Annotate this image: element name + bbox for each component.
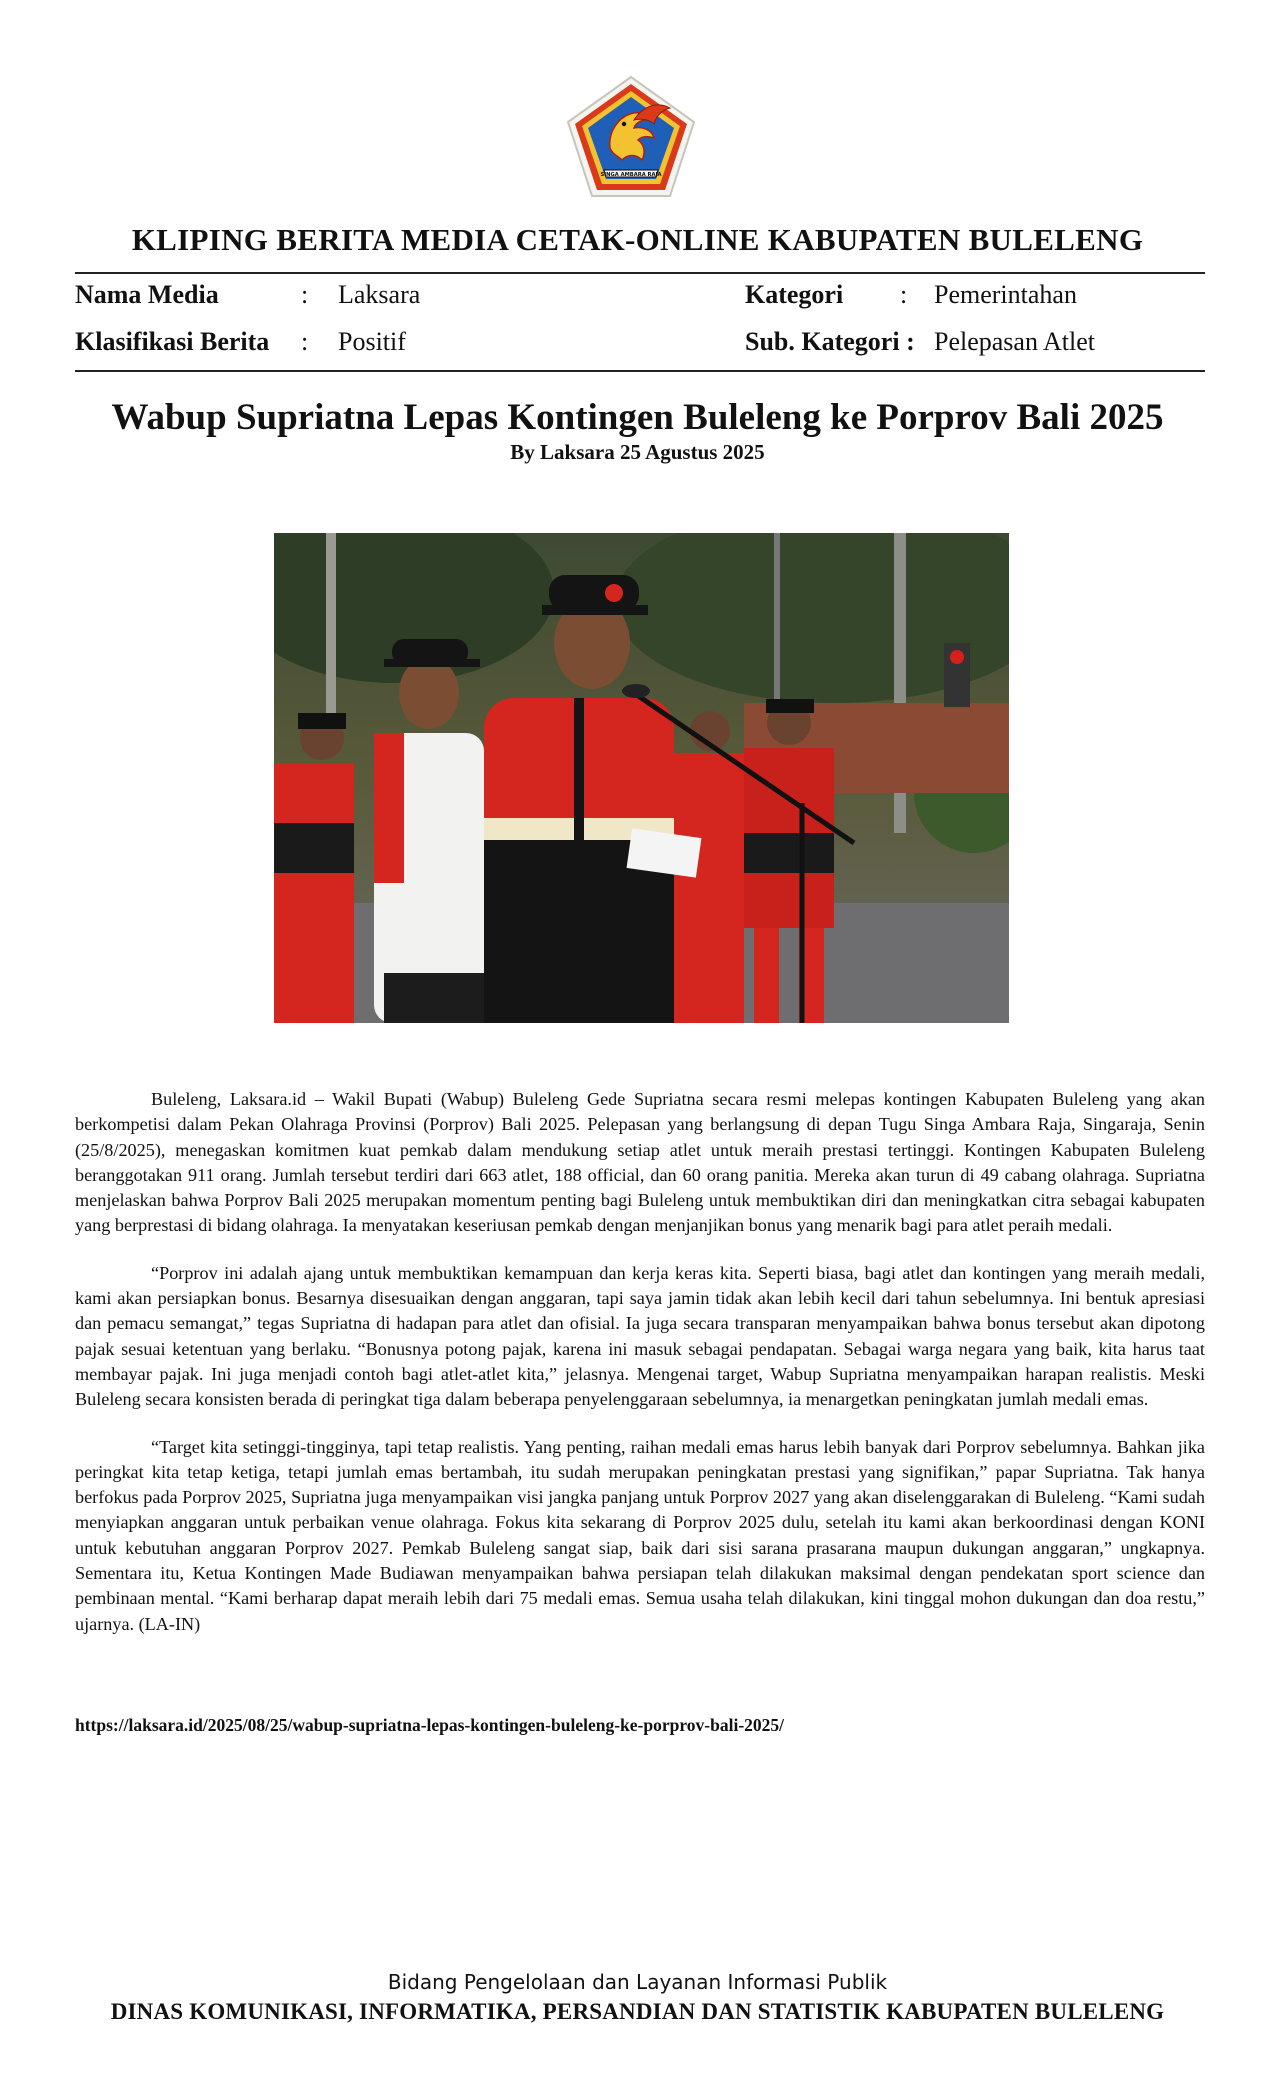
nama-media-label: Nama Media bbox=[75, 280, 219, 309]
kategori-colon: : bbox=[900, 280, 908, 309]
news-photo bbox=[274, 533, 1009, 1023]
klasifikasi-label: Klasifikasi Berita bbox=[75, 327, 270, 356]
buleleng-emblem-logo bbox=[564, 74, 698, 200]
article-paragraph-1: Buleleng, Laksara.id – Wakil Bupati (Wabup) Buleleng Gede Supriatna secara resmi melepas kontingen Kabupaten Buleleng yang akan berkompetisi dalam Pekan Olahraga Provinsi (Porprov) Bali 2025. Pelepasan yang berlangsung di depan Tugu Singa Ambara Raja, Singaraja, Senin (25/8/2025), menegaskan komitmen kuat pemkab dalam mendukung setiap atlet untuk meraih prestasi tertinggi. Kontingen Kabupaten Buleleng beranggotakan 911 orang. Jumlah tersebut terdiri dari 663 atlet, 188 official, dan 60 orang panitia. Mereka akan turun di 49 cabang olahraga. Supriatna menjelaskan bahwa Porprov Bali 2025 merupakan momentum penting bagi Buleleng untuk membuktikan diri dan meningkatkan citra sebagai kabupaten yang berprestasi di bidang olahraga. Ia menyatakan keseriusan pemkab dengan menjanjikan bonus yang menarik bagi para atlet peraih medali. bbox=[75, 1089, 1205, 1236]
sub-kategori-value: Pelepasan Atlet bbox=[934, 327, 1096, 356]
nama-media-value: Laksara bbox=[338, 280, 421, 309]
source-url-link[interactable]: https://laksara.id/2025/08/25/wabup-supriatna-lepas-kontingen-buleleng-ke-porprov-bali-2025/ bbox=[75, 1715, 785, 1735]
sub-kategori-label: Sub. Kategori : bbox=[745, 327, 915, 356]
top-divider bbox=[75, 272, 1205, 274]
klasifikasi-colon: : bbox=[301, 327, 309, 356]
document-title: KLIPING BERITA MEDIA CETAK-ONLINE KABUPATEN BULELENG bbox=[131, 222, 1144, 257]
footer-agency: DINAS KOMUNIKASI, INFORMATIKA, PERSANDIAN DAN STATISTIK KABUPATEN BULELENG bbox=[110, 1999, 1165, 2024]
emblem-motto: SINGA AMBARA RAJA bbox=[600, 172, 662, 178]
kategori-label: Kategori bbox=[745, 280, 844, 309]
article-headline: Wabup Supriatna Lepas Kontingen Buleleng ke Porprov Bali 2025 bbox=[111, 397, 1164, 438]
klasifikasi-value: Positif bbox=[338, 327, 406, 356]
article-byline: By Laksara 25 Agustus 2025 bbox=[510, 440, 765, 464]
bottom-divider bbox=[75, 370, 1205, 372]
kategori-value: Pemerintahan bbox=[934, 280, 1077, 309]
article-paragraph-2: “Porprov ini adalah ajang untuk membuktikan kemampuan dan kerja keras kita. Seperti biasa, bagi atlet dan kontingen yang meraih medali, kami akan persiapkan bonus. Besarnya disesuaikan dengan anggaran, tapi saya jamin tidak akan lebih kecil dari tahun sebelumnya. Ini bentuk apresiasi dan pemacu semangat,” tegas Supriatna di hadapan para atlet dan ofisial. Ia juga secara transparan menyampaikan bahwa bonus tersebut akan dipotong pajak sesuai ketentuan yang berlaku. “Bonusnya potong pajak, karena ini masuk sebagai pendapatan. Sebagai warga negara yang baik, kita harus taat membayar pajak. Ini juga menjadi contoh bagi atlet-atlet kita,” jelasnya. Mengenai target, Wabup Supriatna menyampaikan harapan realistis. Meski Buleleng secara konsisten berada di peringkat tiga dalam beberapa penyelenggaraan sebelumnya, ia menargetkan peningkatan jumlah medali emas. bbox=[75, 1262, 1205, 1410]
article-body bbox=[75, 1087, 1205, 1659]
article-paragraph-3: “Target kita setinggi-tingginya, tapi tetap realistis. Yang penting, raihan medali emas harus lebih banyak dari Porprov sebelumnya. Bahkan jika peringkat kita tetap ketiga, tetapi jumlah emas bertambah, itu sudah merupakan peningkatan prestasi yang signifikan,” papar Supriatna. Tak hanya berfokus pada Porprov 2025, Supriatna juga menyampaikan visi jangka panjang untuk Porprov 2027 yang akan diselenggarakan di Buleleng. “Kami sudah menyiapkan anggaran untuk perbaikan venue olahraga. Fokus kita sekarang di Porprov 2025 dulu, setelah itu kami akan berkoordinasi dengan KONI untuk kebutuhan anggaran Porprov 2027. Pemkab Buleleng sangat siap, baik dari sisi sarana prasarana maupun dukungan anggaran,” ungkapnya. Sementara itu, Ketua Kontingen Made Budiawan menyampaikan bahwa persiapan telah dilakukan maksimal dengan pendekatan sport science dan pembinaan mental. “Kami berharap dapat meraih lebih dari 75 medali emas. Semua usaha telah dilakukan, kini tinggal mohon dukungan dan doa restu,” ujarnya. (LA-IN) bbox=[75, 1436, 1205, 1634]
nama-media-colon: : bbox=[301, 280, 309, 309]
footer-division: Bidang Pengelolaan dan Layanan Informasi Publik bbox=[387, 1970, 888, 1994]
